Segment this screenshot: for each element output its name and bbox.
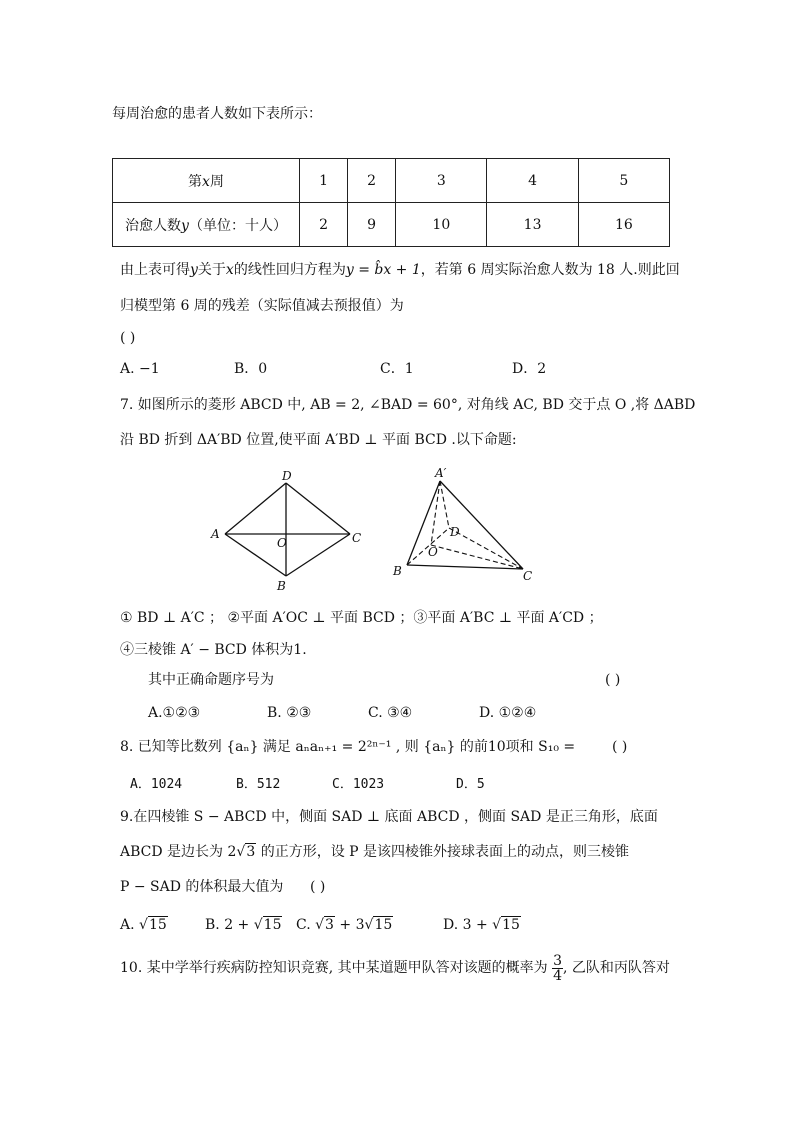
fig1-label-d: D — [282, 470, 292, 483]
tetra-edge-dc-hidden — [449, 528, 523, 569]
q8-option-a: A．1024 — [130, 777, 183, 792]
fig1-label-c: C — [352, 531, 362, 545]
q6-option-c: C．1 — [380, 361, 414, 377]
table-cell: 4 — [487, 159, 578, 203]
fig2-label-a-prime: A′ — [435, 466, 447, 480]
q7-option-c: C. ③④ — [368, 705, 413, 721]
q7-props-line2: ④三棱锥 A′ − BCD 体积为1. — [120, 642, 307, 658]
rhombus-edge-dc — [286, 483, 350, 534]
table-cell: 16 — [578, 203, 669, 247]
q10-fraction: $\frac{3}{4}$ — [553, 952, 562, 984]
q7-props-line1: ① BD ⊥ A′C ； ②平面 A′OC ⊥ 平面 BCD ；③平面 A′BC ⊥ 平面 A′CD ； — [120, 610, 603, 626]
tetra-edge-ao-hidden — [431, 481, 440, 545]
q6-option-a: A. −1 — [120, 361, 160, 377]
q6-option-d: D．2 — [512, 361, 547, 377]
q7-line1: 7. 如图所示的菱形 ABCD 中, AB = 2, ∠BAD = 60°, 对角线 AC, BD 交于点 O ,将 ΔABD — [120, 397, 696, 413]
tetra-edge-oc-hidden — [431, 545, 523, 569]
table-cell: 1 — [300, 159, 348, 203]
fig2-label-o: O — [428, 545, 438, 559]
q9-option-a: A. √15 — [120, 917, 167, 933]
q8-answer-blank: ( ) — [612, 739, 628, 755]
table-row-counts — [113, 203, 670, 247]
q9-option-b: B. 2 + √15 — [205, 917, 282, 933]
fig1-label-o: O — [277, 536, 287, 550]
table-cell: 3 — [396, 159, 487, 203]
rhombus-edge-cb — [286, 534, 350, 576]
q6-line1: 由上表可得y关于x的线性回归方程为y = b̂x + 1，若第 6 周实际治愈人数为 18 人.则此回 — [120, 262, 680, 278]
q6-line2: 归模型第 6 周的残差（实际值减去预报值）为 — [120, 298, 404, 314]
fig2-label-d: D — [450, 525, 460, 539]
row-label-weeks: 第x周 — [113, 159, 300, 203]
row-label-counts: 治愈人数y（单位：十人） — [113, 203, 300, 247]
q6-option-b: B．0 — [234, 361, 268, 377]
table-cell: 2 — [300, 203, 348, 247]
q7-answer-blank: ( ) — [605, 672, 621, 688]
q8-option-d: D．5 — [456, 777, 485, 792]
tetrahedron-figure — [388, 465, 538, 585]
fig1-label-a: A — [211, 527, 220, 541]
rhombus-edge-ad — [225, 483, 286, 534]
q8-option-b: B．512 — [236, 777, 281, 792]
q9-option-d: D. 3 + √15 — [443, 917, 520, 933]
q7-line2: 沿 BD 折到 ΔA′BD 位置,使平面 A′BD ⊥ 平面 BCD .以下命题: — [120, 432, 517, 448]
q7-option-b: B. ②③ — [267, 705, 312, 721]
q10-text: 10. 某中学举行疾病防控知识竞赛, 其中某道题甲队答对该题的概率为 $\frac{3}{4}$ , 乙队和丙队答对 — [120, 952, 670, 984]
q9-option-c: C. √3 + 3√15 — [296, 917, 393, 933]
q8-option-c: C．1023 — [332, 777, 385, 792]
table-cell: 5 — [578, 159, 669, 203]
intro-text: 每周治愈的患者人数如下表所示： — [112, 106, 322, 122]
table-row-weeks — [113, 159, 670, 203]
table-cell: 10 — [396, 203, 487, 247]
table-cell: 2 — [348, 159, 396, 203]
data-table — [112, 158, 670, 247]
q6-answer-blank: ( ) — [120, 330, 136, 346]
table-cell: 9 — [348, 203, 396, 247]
q7-ask: 其中正确命题序号为 — [148, 672, 274, 688]
fig2-label-c: C — [523, 569, 533, 583]
q9-line3: P − SAD 的体积最大值为 — [120, 879, 284, 895]
table-cell: 13 — [487, 203, 578, 247]
q9-answer-blank: ( ) — [310, 879, 326, 895]
fig1-label-b: B — [277, 579, 286, 593]
q7-option-d: D. ①②④ — [479, 705, 537, 721]
q9-line1: 9.在四棱锥 S − ABCD 中，侧面 SAD ⊥ 底面 ABCD ，侧面 SAD 是正三角形，底面 — [120, 809, 658, 825]
fig2-label-b: B — [393, 564, 402, 578]
q9-line2: ABCD 是边长为 2√3 的正方形，设 P 是该四棱锥外接球表面上的动点，则三棱锥 — [120, 844, 630, 860]
tetra-edge-bc — [407, 565, 523, 569]
rhombus-figure — [205, 470, 370, 595]
tetra-edge-ad-hidden — [440, 481, 449, 528]
q8-text: 8. 已知等比数列 {aₙ} 满足 aₙaₙ₊₁ = 2²ⁿ⁻¹ , 则 {aₙ} 的前10项和 S₁₀ = — [120, 739, 576, 755]
q7-option-a: A.①②③ — [148, 705, 201, 721]
